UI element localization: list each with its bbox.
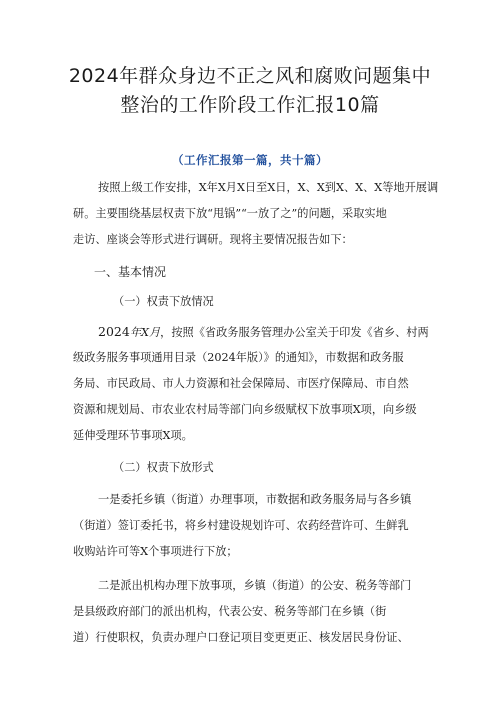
document-title-line-2: 整治的工作阶段工作汇报10篇 — [120, 94, 380, 116]
document-subtitle: （工作汇报第一篇，共十篇） — [172, 153, 328, 167]
sub2-p2-line-1: 二是派出机构办理下放事项，乡镇（街道）的公安、税务等部门 — [98, 579, 412, 592]
sub2-p1-line-1: 一是委托乡镇（街道）办理事项，市数据和政务服务局与各乡镇 — [98, 493, 412, 506]
sub2-p1-line-3: 收购站许可等X个事项进行下放； — [73, 545, 238, 558]
sub1-line-1 — [98, 324, 429, 341]
intro-line-1: 按照上级工作安排，X年X月X日至X日，X、X到X、X、X等地开展调 — [98, 181, 439, 194]
sub1-month: 年X月 — [129, 326, 161, 339]
section-heading-basic: 一、基本情况 — [94, 265, 167, 279]
sub2-p1-line-2: （街道）签订委托书，将乡村建设规划许可、农药经营许可、生鲜乳 — [73, 519, 409, 532]
sub1-line-3: 务局、市民政局、市人力资源和社会保障局、市医疗保障局、市自然 — [73, 377, 409, 390]
sub1-line-4: 资源和规划局、市农业农村局等部门向乡级赋权下放事项X项，向乡级 — [73, 403, 417, 416]
sub2-p2-line-3: 道）行使职权，负责办理户口登记项目变更更正、核发居民身份证、 — [73, 631, 409, 644]
intro-line-2: 研。主要围绕基层权责下放“甩锅”“一放了之”的问题，采取实地 — [73, 207, 387, 220]
intro-line-3: 走访、座谈会等形式进行调研。现将主要情况报告如下： — [73, 233, 353, 246]
subsection-heading-2: （二）权责下放形式 — [113, 461, 214, 474]
sub2-p2-line-2: 是县级政府部门的派出机构，代表公安、税务等部门在乡镇（街 — [73, 605, 387, 618]
sub1-line-2: 级政务服务事项通用目录（2024年版）》的通知》，市数据和政务服 — [73, 351, 404, 364]
sub1-line-1-rest: ，按照《省政务服务管理办公室关于印发《省乡、村两 — [160, 326, 429, 339]
sub1-line-5: 延伸受理环节事项X项。 — [73, 429, 193, 442]
sub1-year: 2024 — [98, 324, 130, 339]
subsection-heading-1: （一）权责下放情况 — [113, 295, 214, 308]
document-title-line-1: 2024年群众身边不正之风和腐败问题集中 — [68, 65, 432, 87]
